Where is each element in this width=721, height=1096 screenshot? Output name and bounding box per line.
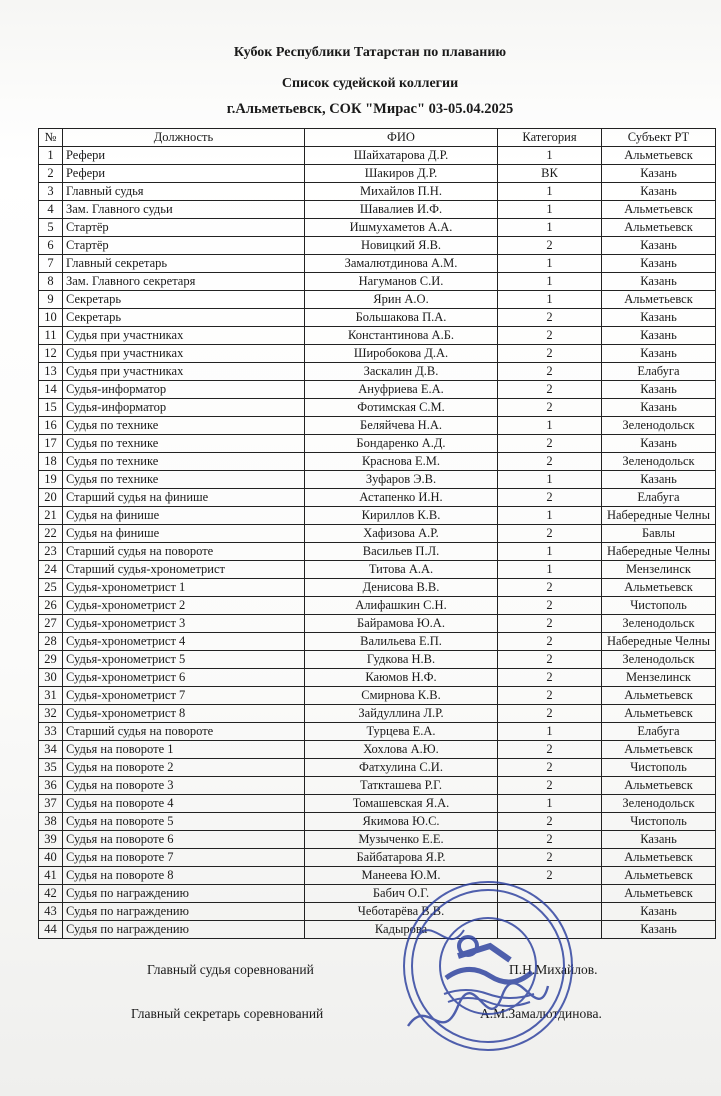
position-cell: Судья на повороте 4 bbox=[63, 795, 305, 813]
name-cell: Кириллов К.В. bbox=[305, 507, 498, 525]
row-number: 11 bbox=[39, 327, 63, 345]
category-cell: 2 bbox=[498, 345, 602, 363]
category-cell: 2 bbox=[498, 525, 602, 543]
category-cell: 2 bbox=[498, 327, 602, 345]
table-row bbox=[39, 453, 716, 471]
region-cell: Альметьевск bbox=[602, 867, 716, 885]
name-cell: Бондаренко А.Д. bbox=[305, 435, 498, 453]
row-number: 41 bbox=[39, 867, 63, 885]
position-cell: Стартёр bbox=[63, 237, 305, 255]
category-cell: 2 bbox=[498, 597, 602, 615]
table-header-row bbox=[39, 129, 716, 147]
row-number: 29 bbox=[39, 651, 63, 669]
category-cell: 2 bbox=[498, 687, 602, 705]
name-cell: Байбатарова Я.Р. bbox=[305, 849, 498, 867]
category-cell: 1 bbox=[498, 561, 602, 579]
position-cell: Зам. Главного судьи bbox=[63, 201, 305, 219]
region-cell: Альметьевск bbox=[602, 885, 716, 903]
category-cell: 1 bbox=[498, 201, 602, 219]
category-cell: 2 bbox=[498, 615, 602, 633]
region-cell: Казань bbox=[602, 237, 716, 255]
row-number: 36 bbox=[39, 777, 63, 795]
document-venue: г.Альметьевск, СОК "Мирас" 03-05.04.2025 bbox=[226, 101, 514, 117]
table-row bbox=[39, 759, 716, 777]
category-cell: 1 bbox=[498, 471, 602, 489]
row-number: 26 bbox=[39, 597, 63, 615]
row-number: 43 bbox=[39, 903, 63, 921]
table-row bbox=[39, 273, 716, 291]
row-number: 10 bbox=[39, 309, 63, 327]
region-cell: Казань bbox=[602, 327, 716, 345]
table-row bbox=[39, 777, 716, 795]
name-cell: Зайдуллина Л.Р. bbox=[305, 705, 498, 723]
category-cell: 2 bbox=[498, 237, 602, 255]
name-cell: Каюмов Н.Ф. bbox=[305, 669, 498, 687]
region-cell: Елабуга bbox=[602, 363, 716, 381]
table-row bbox=[39, 381, 716, 399]
position-cell: Судья на финише bbox=[63, 507, 305, 525]
category-cell: 1 bbox=[498, 273, 602, 291]
name-cell: Константинова А.Б. bbox=[305, 327, 498, 345]
category-cell: 2 bbox=[498, 867, 602, 885]
name-cell: Томашевская Я.А. bbox=[305, 795, 498, 813]
row-number: 24 bbox=[39, 561, 63, 579]
region-cell: Казань bbox=[602, 471, 716, 489]
position-cell: Судья-хронометрист 3 bbox=[63, 615, 305, 633]
table-row bbox=[39, 165, 716, 183]
category-cell: 2 bbox=[498, 831, 602, 849]
position-cell: Главный судья bbox=[63, 183, 305, 201]
region-cell: Мензелинск bbox=[602, 669, 716, 687]
name-cell: Шавалиев И.Ф. bbox=[305, 201, 498, 219]
category-cell: 1 bbox=[498, 723, 602, 741]
name-cell: Байрамова Ю.А. bbox=[305, 615, 498, 633]
name-cell: Васильев П.Л. bbox=[305, 543, 498, 561]
judges-table bbox=[38, 128, 716, 939]
category-cell: 2 bbox=[498, 363, 602, 381]
position-cell: Судья при участниках bbox=[63, 345, 305, 363]
name-cell: Хафизова А.Р. bbox=[305, 525, 498, 543]
category-cell: 2 bbox=[498, 453, 602, 471]
name-cell: Манеева Ю.М. bbox=[305, 867, 498, 885]
row-number: 18 bbox=[39, 453, 63, 471]
category-cell: 1 bbox=[498, 291, 602, 309]
row-number: 13 bbox=[39, 363, 63, 381]
category-cell: 1 bbox=[498, 255, 602, 273]
row-number: 17 bbox=[39, 435, 63, 453]
table-row bbox=[39, 327, 716, 345]
table-row bbox=[39, 147, 716, 165]
table-row bbox=[39, 723, 716, 741]
position-cell: Секретарь bbox=[63, 291, 305, 309]
name-cell: Валильева Е.П. bbox=[305, 633, 498, 651]
position-cell: Судья на повороте 6 bbox=[63, 831, 305, 849]
category-cell: 2 bbox=[498, 849, 602, 867]
judges-table-body bbox=[39, 147, 716, 939]
name-cell: Широбокова Д.А. bbox=[305, 345, 498, 363]
row-number: 20 bbox=[39, 489, 63, 507]
signature-stroke-icon bbox=[418, 930, 464, 939]
category-cell: 2 bbox=[498, 381, 602, 399]
row-number: 16 bbox=[39, 417, 63, 435]
name-cell: Чеботарёва В.В. bbox=[305, 903, 498, 921]
table-row bbox=[39, 525, 716, 543]
document-title: Кубок Республики Татарстан по плаванию bbox=[233, 45, 507, 60]
table-row bbox=[39, 705, 716, 723]
region-cell: Зеленодольск bbox=[602, 651, 716, 669]
table-row bbox=[39, 921, 716, 939]
chief-secretary-title: Главный секретарь соревнований bbox=[131, 1006, 324, 1021]
name-cell: Якимова Ю.С. bbox=[305, 813, 498, 831]
chief-secretary-name: А.М.Замалютдинова. bbox=[480, 1006, 602, 1021]
region-cell: Альметьевск bbox=[602, 201, 716, 219]
table-row bbox=[39, 561, 716, 579]
region-cell: Казань bbox=[602, 165, 716, 183]
position-cell: Судья-хронометрист 4 bbox=[63, 633, 305, 651]
table-row bbox=[39, 201, 716, 219]
position-cell: Судья-хронометрист 8 bbox=[63, 705, 305, 723]
row-number: 40 bbox=[39, 849, 63, 867]
position-cell: Рефери bbox=[63, 165, 305, 183]
position-cell: Судья на финише bbox=[63, 525, 305, 543]
name-cell: Ярин А.О. bbox=[305, 291, 498, 309]
chief-judge-title: Главный судья соревнований bbox=[147, 962, 314, 977]
category-cell: 1 bbox=[498, 183, 602, 201]
col-header-position: Должность bbox=[63, 129, 305, 147]
region-cell: Набередные Челны bbox=[602, 543, 716, 561]
region-cell: Альметьевск bbox=[602, 219, 716, 237]
category-cell: 2 bbox=[498, 705, 602, 723]
region-cell: Казань bbox=[602, 903, 716, 921]
row-number: 8 bbox=[39, 273, 63, 291]
region-cell: Казань bbox=[602, 921, 716, 939]
table-row bbox=[39, 687, 716, 705]
row-number: 30 bbox=[39, 669, 63, 687]
col-header-name: ФИО bbox=[305, 129, 498, 147]
table-row bbox=[39, 219, 716, 237]
category-cell: 2 bbox=[498, 399, 602, 417]
table-row bbox=[39, 651, 716, 669]
table-row bbox=[39, 633, 716, 651]
position-cell: Судья по награждению bbox=[63, 921, 305, 939]
row-number: 21 bbox=[39, 507, 63, 525]
position-cell: Судья при участниках bbox=[63, 327, 305, 345]
table-row bbox=[39, 183, 716, 201]
row-number: 25 bbox=[39, 579, 63, 597]
table-row bbox=[39, 489, 716, 507]
region-cell: Елабуга bbox=[602, 489, 716, 507]
table-row bbox=[39, 579, 716, 597]
name-cell: Михайлов П.Н. bbox=[305, 183, 498, 201]
table-row bbox=[39, 291, 716, 309]
name-cell: Ишмухаметов А.А. bbox=[305, 219, 498, 237]
position-cell: Судья на повороте 2 bbox=[63, 759, 305, 777]
name-cell: Титова А.А. bbox=[305, 561, 498, 579]
category-cell: ВК bbox=[498, 165, 602, 183]
row-number: 28 bbox=[39, 633, 63, 651]
position-cell: Секретарь bbox=[63, 309, 305, 327]
position-cell: Судья-информатор bbox=[63, 399, 305, 417]
row-number: 22 bbox=[39, 525, 63, 543]
name-cell: Кадырова bbox=[305, 921, 498, 939]
name-cell: Фатхулина С.И. bbox=[305, 759, 498, 777]
name-cell: Заскалин Д.В. bbox=[305, 363, 498, 381]
category-cell: 1 bbox=[498, 219, 602, 237]
row-number: 12 bbox=[39, 345, 63, 363]
name-cell: Бабич О.Г. bbox=[305, 885, 498, 903]
position-cell: Судья на повороте 8 bbox=[63, 867, 305, 885]
category-cell: 1 bbox=[498, 417, 602, 435]
table-row bbox=[39, 345, 716, 363]
table-row bbox=[39, 885, 716, 903]
name-cell: Шакиров Д.Р. bbox=[305, 165, 498, 183]
row-number: 6 bbox=[39, 237, 63, 255]
region-cell: Зеленодольск bbox=[602, 795, 716, 813]
region-cell: Казань bbox=[602, 183, 716, 201]
position-cell: Судья-хронометрист 1 bbox=[63, 579, 305, 597]
region-cell: Зеленодольск bbox=[602, 615, 716, 633]
region-cell: Альметьевск bbox=[602, 579, 716, 597]
position-cell: Рефери bbox=[63, 147, 305, 165]
row-number: 1 bbox=[39, 147, 63, 165]
row-number: 33 bbox=[39, 723, 63, 741]
region-cell: Казань bbox=[602, 273, 716, 291]
table-row bbox=[39, 795, 716, 813]
category-cell: 2 bbox=[498, 669, 602, 687]
swimmer-emblem-icon bbox=[446, 969, 532, 982]
table-row bbox=[39, 903, 716, 921]
region-cell: Казань bbox=[602, 309, 716, 327]
name-cell: Шайхатарова Д.Р. bbox=[305, 147, 498, 165]
table-row bbox=[39, 831, 716, 849]
table-row bbox=[39, 597, 716, 615]
table-row bbox=[39, 543, 716, 561]
name-cell: Смирнова К.В. bbox=[305, 687, 498, 705]
row-number: 19 bbox=[39, 471, 63, 489]
table-row bbox=[39, 741, 716, 759]
region-cell: Казань bbox=[602, 345, 716, 363]
row-number: 35 bbox=[39, 759, 63, 777]
region-cell: Чистополь bbox=[602, 813, 716, 831]
row-number: 38 bbox=[39, 813, 63, 831]
position-cell: Судья-хронометрист 6 bbox=[63, 669, 305, 687]
col-header-region: Субъект РТ bbox=[602, 129, 716, 147]
position-cell: Зам. Главного секретаря bbox=[63, 273, 305, 291]
category-cell: 1 bbox=[498, 543, 602, 561]
row-number: 3 bbox=[39, 183, 63, 201]
row-number: 23 bbox=[39, 543, 63, 561]
table-row bbox=[39, 471, 716, 489]
region-cell: Альметьевск bbox=[602, 777, 716, 795]
table-row bbox=[39, 435, 716, 453]
region-cell: Мензелинск bbox=[602, 561, 716, 579]
col-header-category: Категория bbox=[498, 129, 602, 147]
row-number: 15 bbox=[39, 399, 63, 417]
name-cell: Фотимская С.М. bbox=[305, 399, 498, 417]
row-number: 27 bbox=[39, 615, 63, 633]
row-number: 44 bbox=[39, 921, 63, 939]
category-cell: 1 bbox=[498, 147, 602, 165]
region-cell: Альметьевск bbox=[602, 849, 716, 867]
position-cell: Судья по технике bbox=[63, 471, 305, 489]
name-cell: Зуфаров Э.В. bbox=[305, 471, 498, 489]
position-cell: Судья-информатор bbox=[63, 381, 305, 399]
name-cell: Гудкова Н.В. bbox=[305, 651, 498, 669]
position-cell: Судья по технике bbox=[63, 417, 305, 435]
table-row bbox=[39, 813, 716, 831]
region-cell: Альметьевск bbox=[602, 705, 716, 723]
region-cell: Казань bbox=[602, 831, 716, 849]
table-row bbox=[39, 417, 716, 435]
table-row bbox=[39, 363, 716, 381]
table-row bbox=[39, 849, 716, 867]
name-cell: Беляйчева Н.А. bbox=[305, 417, 498, 435]
table-row bbox=[39, 669, 716, 687]
name-cell: Замалютдинова А.М. bbox=[305, 255, 498, 273]
row-number: 4 bbox=[39, 201, 63, 219]
table-row bbox=[39, 255, 716, 273]
name-cell: Денисова В.В. bbox=[305, 579, 498, 597]
table-row bbox=[39, 237, 716, 255]
position-cell: Судья на повороте 3 bbox=[63, 777, 305, 795]
category-cell: 2 bbox=[498, 759, 602, 777]
region-cell: Казань bbox=[602, 255, 716, 273]
region-cell: Альметьевск bbox=[602, 687, 716, 705]
position-cell: Судья на повороте 5 bbox=[63, 813, 305, 831]
region-cell: Чистополь bbox=[602, 759, 716, 777]
category-cell: 2 bbox=[498, 813, 602, 831]
row-number: 32 bbox=[39, 705, 63, 723]
category-cell: 2 bbox=[498, 309, 602, 327]
name-cell: Турцева Е.А. bbox=[305, 723, 498, 741]
position-cell: Судья при участниках bbox=[63, 363, 305, 381]
category-cell: 2 bbox=[498, 633, 602, 651]
region-cell: Казань bbox=[602, 435, 716, 453]
row-number: 7 bbox=[39, 255, 63, 273]
row-number: 9 bbox=[39, 291, 63, 309]
position-cell: Судья по награждению bbox=[63, 903, 305, 921]
position-cell: Судья по технике bbox=[63, 453, 305, 471]
position-cell: Старший судья на финише bbox=[63, 489, 305, 507]
name-cell: Музыченко Е.Е. bbox=[305, 831, 498, 849]
name-cell: Краснова Е.М. bbox=[305, 453, 498, 471]
position-cell: Судья-хронометрист 7 bbox=[63, 687, 305, 705]
region-cell: Зеленодольск bbox=[602, 417, 716, 435]
row-number: 5 bbox=[39, 219, 63, 237]
position-cell: Главный секретарь bbox=[63, 255, 305, 273]
position-cell: Старший судья на повороте bbox=[63, 723, 305, 741]
name-cell: Ануфриева Е.А. bbox=[305, 381, 498, 399]
region-cell: Альметьевск bbox=[602, 147, 716, 165]
position-cell: Судья по технике bbox=[63, 435, 305, 453]
region-cell: Альметьевск bbox=[602, 741, 716, 759]
row-number: 2 bbox=[39, 165, 63, 183]
row-number: 42 bbox=[39, 885, 63, 903]
chief-judge-name: П.Н.Михайлов. bbox=[509, 962, 598, 977]
stamp-outer-ring bbox=[404, 882, 572, 1050]
position-cell: Старший судья на повороте bbox=[63, 543, 305, 561]
category-cell: 2 bbox=[498, 489, 602, 507]
col-header-number: № bbox=[39, 129, 63, 147]
category-cell: 2 bbox=[498, 435, 602, 453]
table-row bbox=[39, 615, 716, 633]
name-cell: Нагуманов С.И. bbox=[305, 273, 498, 291]
name-cell: Большакова П.А. bbox=[305, 309, 498, 327]
row-number: 31 bbox=[39, 687, 63, 705]
region-cell: Набередные Челны bbox=[602, 633, 716, 651]
handwritten-signature-icon bbox=[408, 983, 548, 1026]
position-cell: Судья по награждению bbox=[63, 885, 305, 903]
row-number: 37 bbox=[39, 795, 63, 813]
region-cell: Елабуга bbox=[602, 723, 716, 741]
document-subtitle: Список судейской коллегии bbox=[281, 76, 459, 91]
position-cell: Судья на повороте 1 bbox=[63, 741, 305, 759]
table-row bbox=[39, 399, 716, 417]
position-cell: Судья-хронометрист 2 bbox=[63, 597, 305, 615]
table-row bbox=[39, 867, 716, 885]
name-cell: Астапенко И.Н. bbox=[305, 489, 498, 507]
region-cell: Набередные Челны bbox=[602, 507, 716, 525]
region-cell: Чистополь bbox=[602, 597, 716, 615]
region-cell: Бавлы bbox=[602, 525, 716, 543]
region-cell: Казань bbox=[602, 381, 716, 399]
row-number: 39 bbox=[39, 831, 63, 849]
position-cell: Судья-хронометрист 5 bbox=[63, 651, 305, 669]
name-cell: Хохлова А.Ю. bbox=[305, 741, 498, 759]
official-stamp bbox=[398, 876, 578, 1056]
position-cell: Судья на повороте 7 bbox=[63, 849, 305, 867]
position-cell: Стартёр bbox=[63, 219, 305, 237]
name-cell: Таткташева Р.Г. bbox=[305, 777, 498, 795]
row-number: 34 bbox=[39, 741, 63, 759]
category-cell: 2 bbox=[498, 579, 602, 597]
name-cell: Новицкий Я.В. bbox=[305, 237, 498, 255]
category-cell: 1 bbox=[498, 507, 602, 525]
region-cell: Казань bbox=[602, 399, 716, 417]
category-cell: 2 bbox=[498, 741, 602, 759]
position-cell: Старший судья-хронометрист bbox=[63, 561, 305, 579]
region-cell: Зеленодольск bbox=[602, 453, 716, 471]
category-cell: 2 bbox=[498, 777, 602, 795]
category-cell: 1 bbox=[498, 795, 602, 813]
table-row bbox=[39, 309, 716, 327]
name-cell: Алифашкин С.Н. bbox=[305, 597, 498, 615]
category-cell: 2 bbox=[498, 651, 602, 669]
region-cell: Альметьевск bbox=[602, 291, 716, 309]
row-number: 14 bbox=[39, 381, 63, 399]
table-row bbox=[39, 507, 716, 525]
